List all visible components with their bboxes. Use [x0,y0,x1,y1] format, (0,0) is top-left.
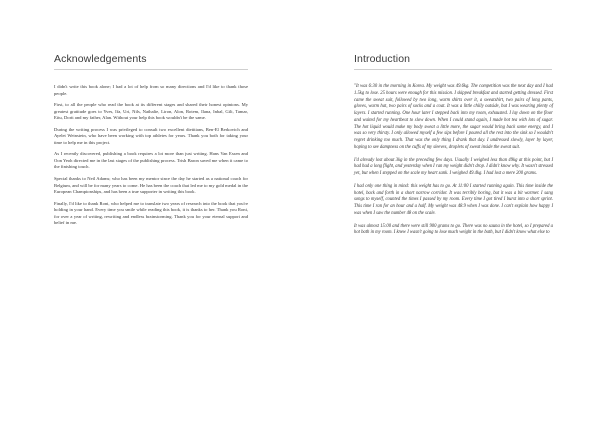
page-body [354,84,553,243]
paragraph: Special thanks to Neil Adams; who has been my mentor since the day he started as a national coach for Belgium, and will be for many years to come. He has been the coach that led me to my gold medal in the European Championships, and has been a true supporter in writing this book. [54,176,248,195]
paragraph: I'd already lost about 3kg in the preceding few days. Usually I weighed less than 49kg at this point, but I had had a long flight, and yesterday when I ran my weight didn't drop. I didn't know why. It wasn't stressed yet, but when I stepped on the scale my heart sank. I weighed 49.4kg. I had lost a mere 200 grams. [354,157,553,176]
paragraph: It was almost 15:00 and there were still 900 grams to go. There was no sauna in the hotel, so I prepared a hot bath in my room. I knew I wasn't going to lose much weight in the bath, but I didn't know what else to [354,223,553,236]
paragraph: During the writing process I was privileged to consult two excellent dietitians, Ben-El Berkovich and Ayelet Weinstein, who have been working with top athletes for years. Thank you both for taking your time to help me in this project. [54,126,248,145]
paragraph: First, to all the people who read the book at its different stages and shared their honest opinions. My greatest gratitude goes to Yves, Ifa, Uri, Nils, Nathalie, Liron, Alon, Rotem, Ilana, Inbal, Gili, Tamar, Eitu, Dorit and my father, Alan. Without your help this book wouldn't be the same. [54,102,248,121]
paragraph: I had only one thing in mind: this weight has to go. At 11:00 I started running again. This time inside the hotel, back and forth in a short narrow corridor. It was terribly boring, but it was a bit warmer. I sang songs to myself, counted the times I passed by my room. Every time I got tired I burst into a short sprint. This time I ran for an hour and a half. My weight was 48.9 when I was done. I can't explain how happy I was when I saw the number 48 on the scale. [354,183,553,216]
page-title: Acknowledgements [54,53,147,65]
paragraph: I didn't write this book alone; I had a lot of help from so many directions and I'd like to thank those people. [54,84,248,96]
title-divider [354,69,552,70]
page-title: Introduction [354,53,411,65]
page-body [54,84,248,232]
paragraph: "It was 6:30 in the morning in Korea. My weight was 49.6kg. The competition was the next day and I had 1.5kg to lose. 25 hours were enough for this mission. I skipped breakfast and started getting dressed. First came the sweat suit, followed by two long, warm shirts over it, a sweatshirt, two pairs of long pants, gloves, warm hat, two pairs of socks and a coat. It was a little chilly outside, but I was wearing plenty of layers. I started running. One hour later I stepped back into my room, exhausted. I lay down on the floor and waited for my heartbeat to slow down. When I could stand again, I made hot tea with lots of sugar. The hot liquid would make my body sweat a little more, the sugar would bring back some energy, and I was so very thirsty. I only allowed myself a few sips before I poured all the rest into the sink so I wouldn't regret drinking too much. That was the only thing I drank that day. I undressed slowly, layer by layer, hoping to see dampness on the cuffs of my sleeves, droplets of sweat inside the sweat suit. [354,84,553,150]
paragraph: Finally, I'd like to thank Roni, who helped me to translate two years of research into the book that you're holding in your hand. Every time you smile while reading this book, it is thanks to her. Thank you Roni, for over a year of writing, rewriting and endless brainstorming. Thank you for your eternal support and belief in me. [54,200,248,226]
paragraph: As I recently discovered, publishing a book requires a lot more than just writing. Hans Van Essen and Oon Yeoh directed me in the last stages of the publishing process. Trish Baron saved me when it came to the finishing touch. [54,151,248,170]
right-page [300,0,600,444]
title-divider [54,69,248,70]
